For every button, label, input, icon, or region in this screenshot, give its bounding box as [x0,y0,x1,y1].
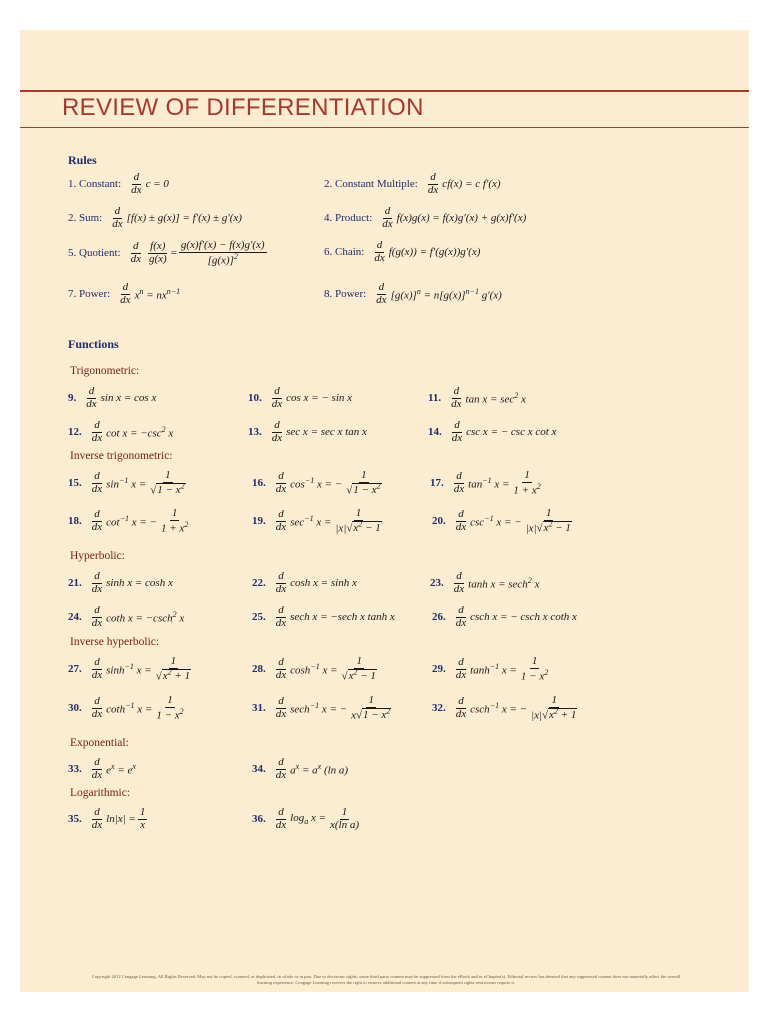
rule-label: 4. Product: [324,212,373,225]
subsection-hyperbolic: Hyperbolic: [70,550,125,562]
formula-25: 25. $\frac{d}{dx}$ sech x = −sech x tanh x [252,604,395,629]
rule-expression: f(x)g(x) = f(x)g′(x) + g(x)f′(x) [396,212,527,225]
formula-12: 12. $\frac{d}{dx}$ $\cot x = -\csc^2$ x [68,419,174,444]
rule-label: 7. Power: [68,288,111,301]
formula-35: 35. $\frac{d}{dx}$ ln|x| = $\frac{1}{x}$ [68,806,146,831]
section-rules: Rules [68,153,97,167]
formula-14: 14. $\frac{d}{dx}$ csc x = − csc x cot x [428,419,557,444]
rule-expression: f(g(x)) = f′(g(x))g′(x) [388,246,481,259]
rule-label: 1. Constant: [68,178,122,191]
section-functions: Functions [68,337,119,351]
formula-34: 34. $\frac{d}{dx}$ $a^x = a^x$ (ln a) [252,756,349,781]
subsection-inverse-trig: Inverse trigonometric: [70,450,173,462]
formula-20: 20. $\frac{d}{dx}$ $\csc^{-1} x$ = − $\frac{1}{|x|√x^2 - 1}$ [432,507,571,535]
formula-22: 22. $\frac{d}{dx}$ cosh x = sinh x [252,570,357,595]
rule-chain: 6. Chain: $\frac{d}{dx}$ f(g(x)) = f′(g(x))g′(x) [324,239,481,264]
copyright-footer: Copyright 2012 Cengage Learning. All Rights Reserved. May not be copied, scanned, or duplicated, in whole or in part. Due to electronic rights, some third party content may be suppressed from the eBook and/or eChapter(s). Editorial review has deemed that any suppressed content does not materially affect the overall learning experience. Cengage Learning reserves the right to remove additional content at any time if subsequent rights restrictions require it. [91,974,681,985]
rule-power: 7. Power: $\frac{d}{dx}$ $x^n = nx^{n-1}$ [68,281,181,306]
rule-label: 6. Chain: [324,246,365,259]
formula-18: 18. $\frac{d}{dx}$ $\cot^{-1} x$ = − $\frac{1}{1 + x^2}$ [68,507,189,535]
formula-30: 30. $\frac{d}{dx}$ coth$^{-1}$ x = $\frac{1}{1 - x^2}$ [68,694,184,722]
subsection-inverse-hyperbolic: Inverse hyperbolic: [70,636,160,648]
formula-16: 16. $\frac{d}{dx}$ $\cos^{-1} x$ = − $\frac{1}{√1 - x^2}$ [252,469,381,497]
subsection-exponential: Exponential: [70,737,129,749]
formula-33: 33. $\frac{d}{dx}$ $e^x = e^x$ [68,756,136,781]
formula-9: 9. $\frac{d}{dx}$ sin x = cos x [68,385,157,410]
formula-32: 32. $\frac{d}{dx}$ csch$^{-1}$ x = − $\frac{1}{|x|√x^2 + 1}$ [432,694,577,722]
formula-19: 19. $\frac{d}{dx}$ $\sec^{-1} x$ = $\frac{1}{|x|√x^2 - 1}$ [252,507,381,535]
rule-expression: c = 0 [145,178,169,191]
rule-label: 5. Quotient: [68,247,121,260]
subsection-trig: Trigonometric: [70,365,140,377]
rule-constant: 1. Constant: $\frac{d}{dx}$ c = 0 [68,171,169,196]
rule-constant-multiple: 2. Constant Multiple: $\frac{d}{dx}$ cf(x) = c f′(x) [324,171,501,196]
formula-27: 27. $\frac{d}{dx}$ $\sinh^{-1} x$ = $\frac{1}{√x^2 + 1}$ [68,655,191,683]
formula-28: 28. $\frac{d}{dx}$ $\cosh^{-1} x$ = $\frac{1}{√x^2 - 1}$ [252,655,376,683]
formula-36: 36. $\frac{d}{dx}$ $\log_a x$ = $\frac{1}{\text{x(ln a)}}$ [252,806,360,831]
formula-24: 24. $\frac{d}{dx}$ coth x = −csch$^2$ x [68,604,185,629]
rule-label: 8. Power: [324,288,367,301]
title-bottom-rule [20,127,749,128]
formula-10: 10. $\frac{d}{dx}$ cos x = − sin x [248,385,353,410]
formula-17: 17. $\frac{d}{dx}$ $\tan^{-1} x$ = $\frac{1}{1 + x^2}$ [430,469,541,497]
formula-23: 23. $\frac{d}{dx}$ tanh x = sech$^2$ x [430,570,540,595]
formula-31: 31. $\frac{d}{dx}$ sech$^{-1}$ x = − $\frac{1}{x√1 - x^2}$ [252,694,391,722]
rule-sum: 2. Sum: $\frac{d}{dx}$ [f(x) ± g(x)] = f′(x) ± g′(x) [68,205,242,230]
rule-expression: cf(x) = c f′(x) [442,178,501,191]
formula-13: 13. $\frac{d}{dx}$ sec x = sec x tan x [248,419,367,444]
formula-29: 29. $\frac{d}{dx}$ $\tanh^{-1} x$ = $\frac{1}{1 - x^2}$ [432,655,549,683]
rule-label: 2. Constant Multiple: [324,178,418,191]
formula-21: 21. $\frac{d}{dx}$ sinh x = cosh x [68,570,173,595]
rule-quotient: 5. Quotient: $\frac{d}{dx}$ $\frac{f(x)}{g(x)}$ = $\frac{g(x)f'(x) - f(x)g'(x)}{[g(x)]^2}$ [68,239,265,267]
formula-11: 11. $\frac{d}{dx}$ $\tan x = \sec^2 x$ [428,385,526,410]
rule-label: 2. Sum: [68,212,103,225]
formula-15: 15. $\frac{d}{dx}$ $\sin^{-1} x$ = $\frac{1}{√1 - x^2}$ [68,469,185,497]
formula-26: 26. $\frac{d}{dx}$ csch x = − csch x coth x [432,604,577,629]
rule-product: 4. Product: $\frac{d}{dx}$ f(x)g(x) = f(x)g′(x) + g(x)f′(x) [324,205,527,230]
rule-power-general: 8. Power: $\frac{d}{dx}$ $[g(x)]^n = n[g(x)]^{n-1}$ g′(x) [324,281,502,306]
title-top-rule [20,90,749,92]
rule-expression: [f(x) ± g(x)] = f′(x) ± g′(x) [126,212,242,225]
page-title: REVIEW OF DIFFERENTIATION [62,94,424,121]
subsection-logarithmic: Logarithmic: [70,787,131,799]
